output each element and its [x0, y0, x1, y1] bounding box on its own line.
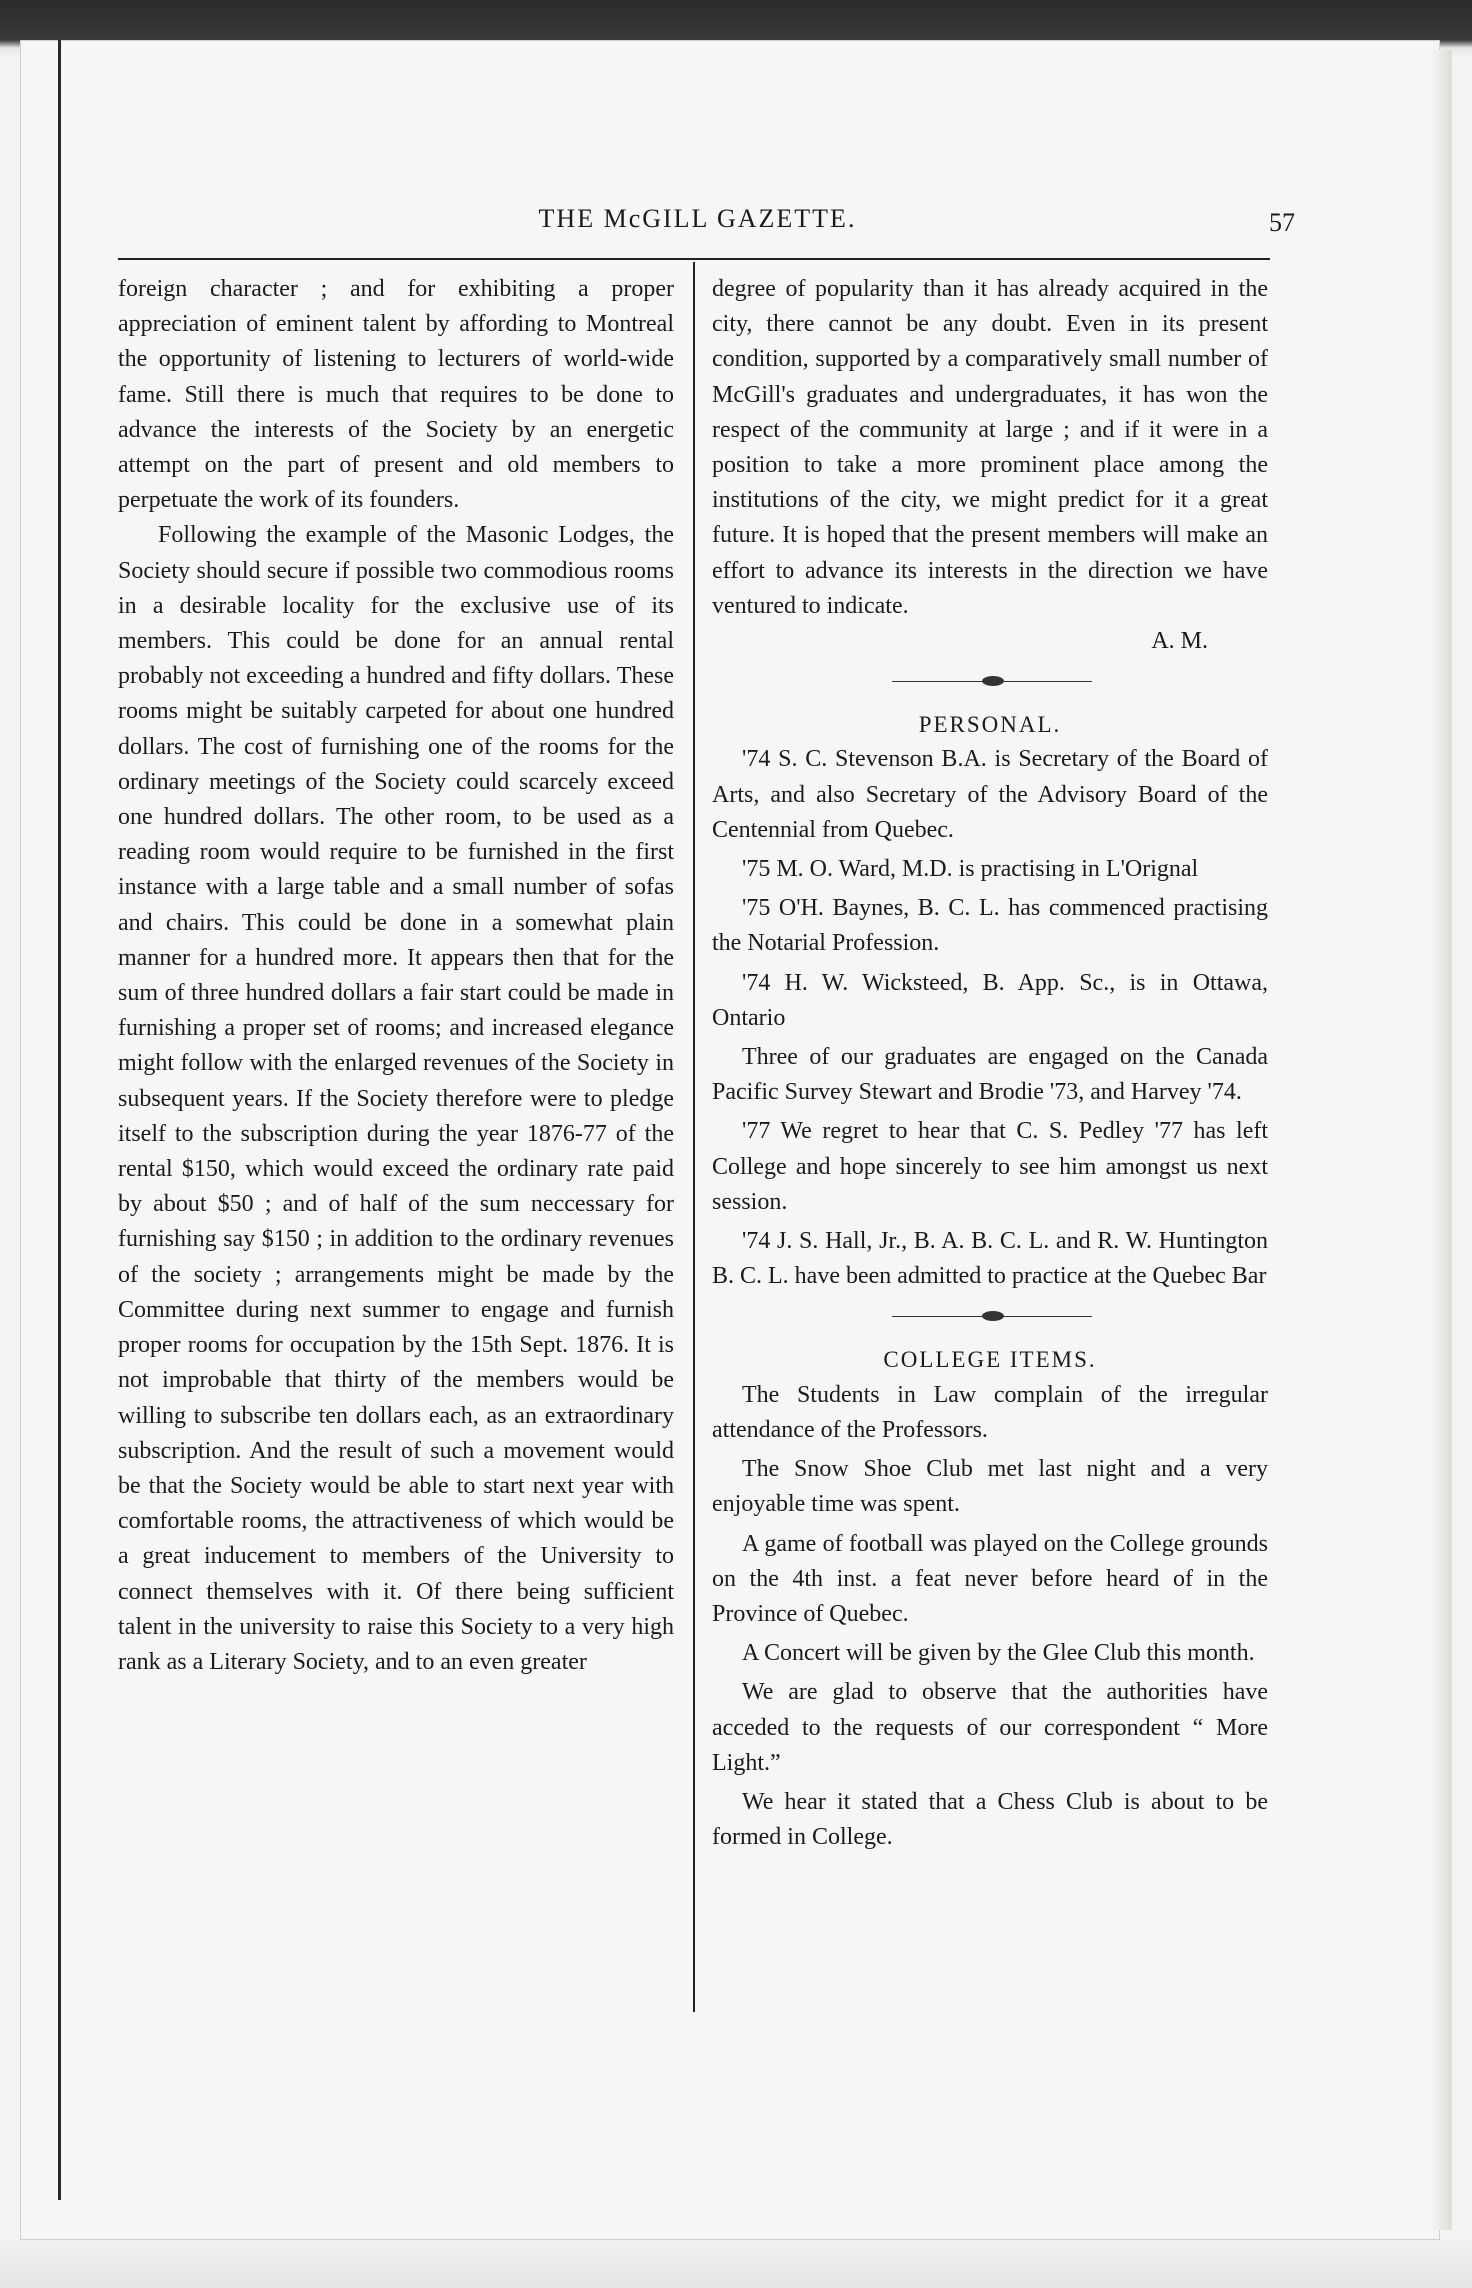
header-rule: [118, 258, 1270, 260]
running-head: THE McGILL GAZETTE.: [538, 204, 857, 233]
college-item: A Concert will be given by the Glee Club this month.: [742, 1640, 1255, 1667]
page-number: 57: [1269, 208, 1295, 237]
page-header: [120, 204, 1295, 244]
page-curl-shadow: [1430, 50, 1452, 2230]
personal-item: '74 J. S. Hall, Jr., B. A. B. C. L. and R. W. Huntington B. C. L. have been admitted to practice at the Quebec Bar: [712, 1228, 1268, 1290]
binding-edge: [58, 40, 61, 2200]
college-item: The Students in Law complain of the irregular attendance of the Professors.: [712, 1381, 1268, 1443]
personal-item: Three of our graduates are engaged on the Canada Pacific Survey Stewart and Brodie '73, and Harvey '74.: [712, 1044, 1268, 1106]
author-signature: A. M.: [1151, 628, 1208, 655]
college-item: We are glad to observe that the authorities have acceded to the requests of our correspondent “ More Light.”: [712, 1679, 1268, 1776]
right-column: [712, 272, 1268, 1855]
personal-heading: PERSONAL.: [918, 712, 1062, 738]
personal-item: '77 We regret to hear that C. S. Pedley '77 has left College and hope sincerely to see him amongst us next session.: [712, 1118, 1268, 1215]
personal-item: '74 H. W. Wicksteed, B. App. Sc., is in Ottawa, Ontario: [712, 969, 1268, 1031]
column-rule: [693, 262, 695, 2012]
personal-item: '74 S. C. Stevenson B.A. is Secretary of the Board of Arts, and also Secretary of the Advisory Board of the Centennial from Quebec.: [712, 746, 1268, 843]
paragraph: foreign character ; and for exhibiting a proper appreciation of eminent talent by affording to Montreal the opportunity of listening to lecturers of world-wide fame. Still there is much that requires to be done to advance the interests of the Society by an energetic attempt on the part of present and old members to perpetuate the work of its founders.: [118, 276, 674, 514]
personal-item: '75 M. O. Ward, M.D. is practising in L'Orignal: [742, 856, 1199, 883]
college-item: A game of football was played on the College grounds on the 4th inst. a feat never before heard of in the Province of Quebec.: [712, 1530, 1268, 1627]
college-items-heading: COLLEGE ITEMS.: [883, 1347, 1097, 1373]
paragraph-continuation: degree of popularity than it has already acquired in the city, there cannot be any doubt. Even in its present condition, supported by a comparatively small number of McGill's graduates and undergraduates, it has won the respect of the community at large ; and if it were in a position to take a more prominent place among the institutions of the city, we might predict for it a great future. It is hoped that the present members will make an effort to advance its interests in the direction we have ventured to indicate.: [712, 276, 1268, 619]
paragraph: Following the example of the Masonic Lodges, the Society should secure if possible two commodious rooms in a desirable locality for the exclusive use of its members. This could be done for an annual rental probably not exceeding a hundred and fifty dollars. These rooms might be suitably carpeted for about one hundred dollars. The cost of furnishing one of the rooms for the ordinary meetings of the Society could scarcely exceed one hundred dollars. The other room, to be used as a reading room would require to be furnished in the first instance with a large table and a small number of sofas and chairs. This could be done in a somewhat plain manner for a hundred more. It appears then that for the sum of three hundred dollars a fair start could be made in furnishing a proper set of rooms; and increased elegance might follow with the enlarged revenues of the Society in subsequent years. If the Society therefore were to pledge itself to the subscription during the year 1876-77 of the rental $150, which would exceed the ordinary rate paid by about $50 ; and of half of the sum neccessary for furnishing say $150 ; in addition to the ordinary revenues of the society ; arrangements might be made by the Committee during next summer to engage and furnish proper rooms for occupation by the 15th Sept. 1876. It is not improbable that thirty of the members would be willing to subscribe ten dollars each, as an extraordinary subscription. And the result of such a movement would be that the Society would be able to start next year with comfortable rooms, the attractiveness of which would be a great inducement to members of the University to connect themselves with it. Of there being sufficient talent in the university to raise this Society to a very high rank as a Literary Society, and to an even greater: [118, 522, 674, 1675]
left-column: [118, 272, 674, 1680]
section-ornament: [712, 1302, 1268, 1332]
section-ornament: [712, 667, 1268, 697]
personal-item: '75 O'H. Baynes, B. C. L. has commenced practising the Notarial Profession.: [712, 895, 1268, 957]
scan-bottom-band: [0, 2240, 1472, 2288]
college-item: We hear it stated that a Chess Club is about to be formed in College.: [712, 1788, 1268, 1851]
college-item: The Snow Shoe Club met last night and a very enjoyable time was spent.: [712, 1456, 1268, 1518]
